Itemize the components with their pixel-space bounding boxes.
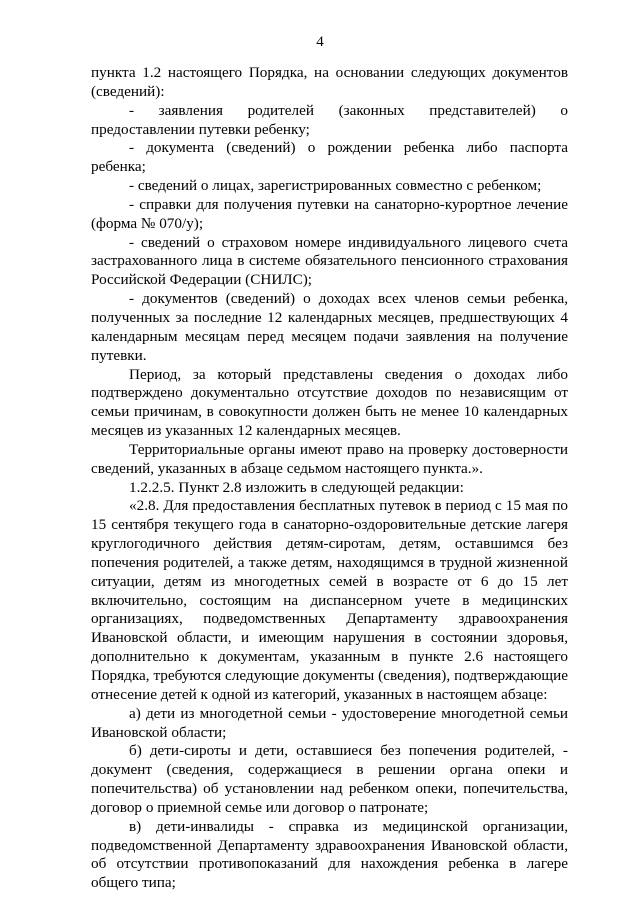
paragraph: б) дети-сироты и дети, оставшиеся без попечения родителей, - документ (сведения, содержащиеся в решении органа опеки и попечительства) об установлении над ребенком опеки, попечительства, договор о приемной семье или договор о патронате; (91, 742, 568, 816)
paragraph: - заявления родителей (законных представителей) о предоставлении путевки ребенку; (91, 101, 568, 138)
paragraph: - справки для получения путевки на санаторно-курортное лечение (форма № 070/у); (91, 195, 568, 232)
paragraph: пункта 1.2 настоящего Порядка, на основании следующих документов (сведений): (91, 64, 568, 100)
paragraph: в) дети-инвалиды - справка из медицинской организации, подведомственной Департаменту здравоохранения Ивановской области, об отсутствии противопоказаний для нахождения ребенка в лагере общего типа; (91, 817, 568, 892)
paragraph: Территориальные органы имеют право на проверку достоверности сведений, указанных в абзаце седьмом настоящего пункта.». (91, 440, 568, 477)
paragraph: - сведений о страховом номере индивидуального лицевого счета застрахованного лица в системе обязательного пенсионного страхования Российской Федерации (СНИЛС); (91, 233, 568, 289)
paragraph: Период, за который представлены сведения о доходах либо подтверждено документально отсутствие доходов по независящим от семьи причинам, в совокупности должен быть не менее 10 календарных месяцев из указанных 12 календарных месяцев. (91, 365, 568, 440)
page-number: 4 (316, 34, 324, 50)
paragraph: 1.2.2.5. Пункт 2.8 изложить в следующей редакции: (129, 478, 464, 496)
paragraph: - сведений о лицах, зарегистрированных совместно с ребенком; (129, 177, 542, 195)
paragraph: - документов (сведений) о доходах всех членов семьи ребенка, полученных за последние 12 календарных месяцев, предшествующих 4 календарным месяцам перед месяцем подачи заявления на получение путевки. (91, 290, 568, 364)
paragraph: - документа (сведений) о рождении ребенка либо паспорта ребенка; (91, 139, 568, 176)
paragraph: а) дети из многодетной семьи - удостоверение многодетной семьи Ивановской области; (91, 704, 568, 741)
document-body (91, 64, 568, 893)
paragraph: «2.8. Для предоставления бесплатных путевок в период с 15 мая по 15 сентября текущего года в санаторно-оздоровительные детские лагеря круглогодичного действия детям-сиротам, детям, оставшимся без попечения родителей, а также детям, находящимся в трудной жизненной ситуации, детям из многодетных семей в возрасте от 6 до 15 лет включительно, состоящим на диспансерном учете в медицинских организациях, подведомственных Департаменту здравоохранения Ивановской области, и имеющим нарушения в состоянии здоровья, дополнительно к документам, указанным в пункте 2.6 настоящего Порядка, требуются следующие документы (сведения), подтверждающие отнесение детей к одной из категорий, указанных в настоящем абзаце: (91, 497, 568, 703)
